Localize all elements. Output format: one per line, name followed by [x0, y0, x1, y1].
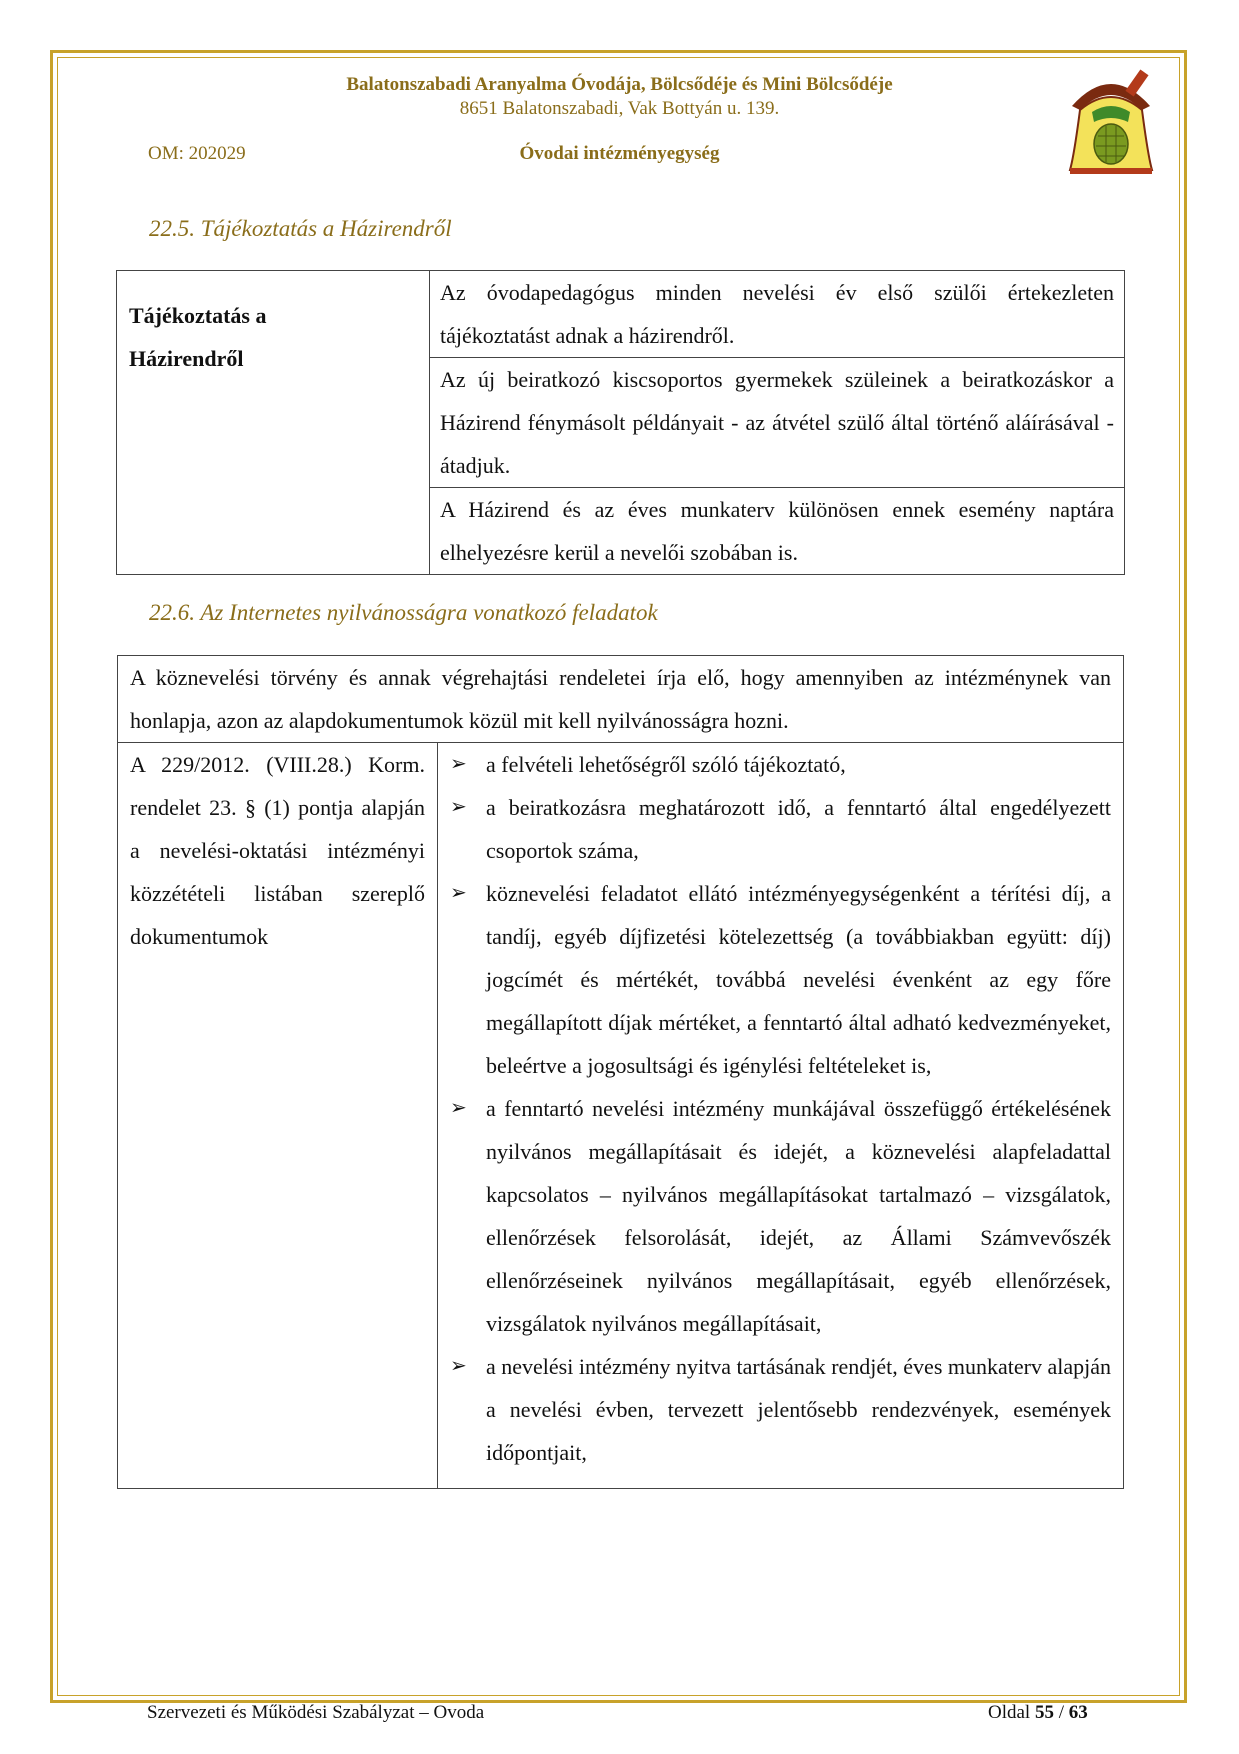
section-title-22-5: 22.5. Tájékoztatás a Házirendről	[149, 216, 452, 241]
list-item-text: a beiratkozásra meghatározott idő, a fenntartó által engedélyezett csoportok száma,	[486, 795, 1111, 863]
page-separator: /	[1053, 1702, 1069, 1723]
arrow-bullet-icon: ➢	[450, 1355, 467, 1377]
hazirend-label-cell	[117, 271, 430, 575]
arrow-bullet-icon: ➢	[450, 882, 467, 904]
footer-page-number	[988, 1702, 1088, 1724]
list-item-text: a felvételi lehetőségről szóló tájékoztató,	[486, 752, 846, 777]
school-name: Balatonszabadi Aranyalma Óvodája, Bölcsődéje és Mini Bölcsődéje	[346, 74, 893, 95]
page-total: 63	[1068, 1702, 1088, 1723]
internet-table	[117, 655, 1124, 1489]
internet-left-cell: A 229/2012. (VIII.28.) Korm. rendelet 23. § (1) pontja alapján a nevelési-oktatási intézményi közzétételi listában szereplő dokumentumok	[118, 743, 438, 1489]
list-item-text: köznevelési feladatot ellátó intézményegységenként a térítési díj, a tandíj, egyéb díjfizetési kötelezettség (a továbbiakban együtt: díj) jogcímét és mértékét, továbbá nevelési évenként az egy főre megállapított díjak mértéket, a fenntartó által adható kedvezményeket, beleértve a jogosultsági és igénylési feltételeket is,	[486, 881, 1111, 1078]
hazirend-row-3: A Házirend és az éves munkaterv különösen ennek esemény naptára elhelyezésre kerül a nevelői szobában is.	[430, 488, 1125, 575]
om-number: OM: 202029	[148, 143, 246, 164]
school-logo	[1062, 66, 1160, 182]
list-item	[450, 1087, 1111, 1345]
hazirend-row-2: Az új beiratkozó kiscsoportos gyermekek szüleinek a beiratkozáskor a Házirend fénymásolt példányait - az átvétel szülő által történő aláírásával - átadjuk.	[430, 358, 1125, 488]
list-item	[450, 786, 1111, 872]
section-title-22-6: 22.6. Az Internetes nyilvánosságra vonatkozó feladatok	[149, 600, 658, 625]
internet-right-cell	[438, 743, 1124, 1489]
arrow-bullet-icon: ➢	[450, 753, 467, 775]
list-item	[450, 743, 1111, 786]
arrow-bullet-icon: ➢	[450, 1097, 467, 1119]
list-item	[450, 872, 1111, 1087]
hazirend-label-line2: Házirendről	[129, 345, 244, 371]
school-address: 8651 Balatonszabadi, Vak Bottyán u. 139.	[459, 98, 780, 119]
document-list	[450, 743, 1111, 1474]
hazirend-label-line1: Tájékoztatás a	[129, 302, 267, 328]
hazirend-table	[116, 270, 1125, 575]
footer-document-title: Szervezeti és Működési Szabályzat – Ovoda	[147, 1702, 485, 1723]
page-prefix: Oldal	[988, 1702, 1035, 1723]
list-item-text: a nevelési intézmény nyitva tartásának rendjét, éves munkaterv alapján a nevelési évben, tervezett jelentősebb rendezvények, események időpontjait,	[486, 1354, 1111, 1465]
page-current: 55	[1034, 1702, 1054, 1723]
arrow-bullet-icon: ➢	[450, 796, 467, 818]
hazirend-row-1: Az óvodapedagógus minden nevelési év első szülői értekezleten tájékoztatást adnak a házirendről.	[430, 271, 1125, 358]
unit-name: Óvodai intézményegység	[519, 143, 720, 164]
list-item	[450, 1345, 1111, 1474]
internet-intro: A köznevelési törvény és annak végrehajtási rendeletei írja elő, hogy amennyiben az intézménynek van honlapja, azon az alapdokumentumok közül mit kell nyilvánosságra hozni.	[118, 656, 1124, 743]
list-item-text: a fenntartó nevelési intézmény munkájával összefüggő értékelésének nyilvános megállapításait és idejét, a köznevelési alapfeladattal kapcsolatos – nyilvános megállapításokat tartalmazó – vizsgálatok, ellenőrzések felsorolását, idejét, az Állami Számvevőszék ellenőrzéseinek nyilvános megállapításait, egyéb ellenőrzések, vizsgálatok nyilvános megállapításait,	[486, 1096, 1111, 1336]
